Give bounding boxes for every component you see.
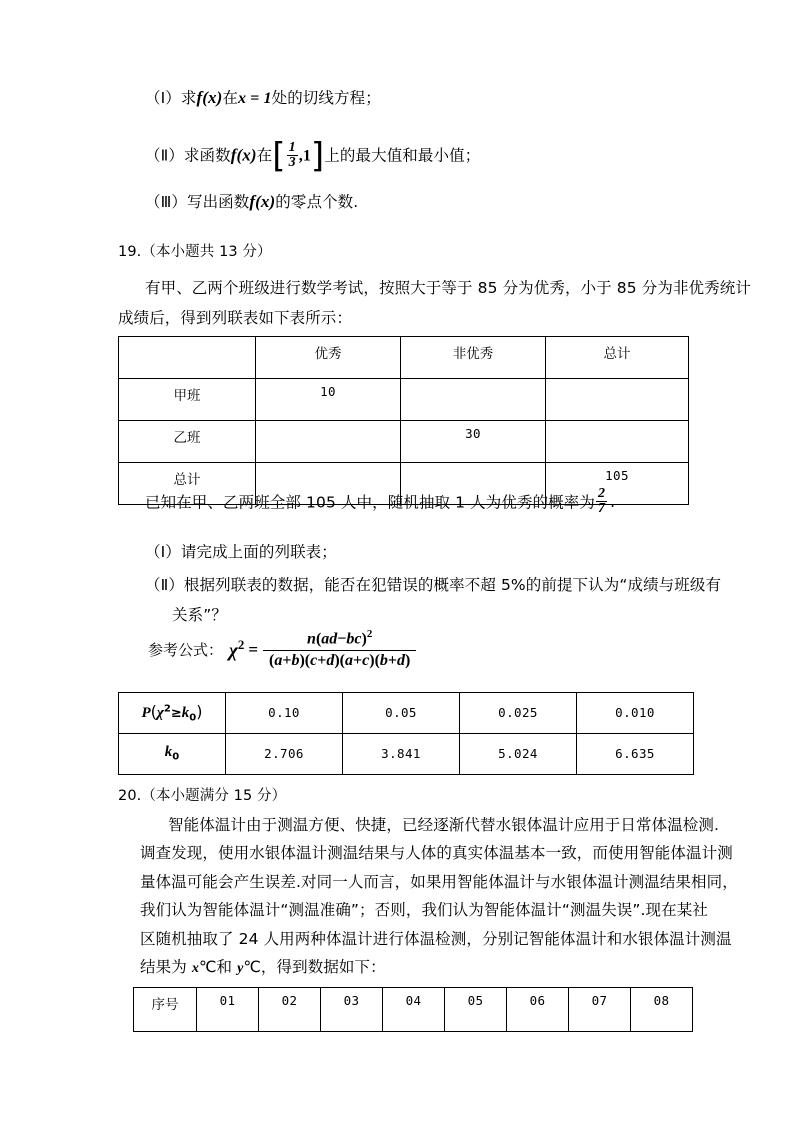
cell-serial-05: 05 (445, 988, 507, 1032)
q18-part-2 (145, 135, 481, 176)
q18-part-2-mid: 在 (256, 146, 273, 165)
formula-fraction (263, 628, 416, 671)
q18-part-2-tail: 上的最大值和最小值； (324, 146, 481, 165)
serial-number-table (133, 987, 693, 1032)
q18-part-1 (145, 89, 381, 107)
table-row (119, 734, 694, 775)
q19-part-2-line-2: 关系”？ (172, 606, 227, 624)
q19-part-2-line-1: （Ⅱ）根据列联表的数据，能否在犯错误的概率不超 5%的前提下认为“成绩与班级有 (145, 576, 722, 594)
q19-probability-prefix: 已知在甲、乙两班全部 105 人中，随机抽取 1 人为优秀的概率为 (145, 493, 595, 512)
cell-serial-04: 04 (383, 988, 445, 1032)
q18-interval-right: ,1 (298, 147, 311, 165)
q18-interval-fraction (287, 141, 298, 171)
chi-square-reference-formula (148, 628, 416, 671)
cell-k-value-3: 6.635 (577, 734, 694, 775)
cell-k0-label: $k_0$ (119, 734, 226, 775)
contingency-table (118, 336, 689, 505)
cell-serial-02: 02 (259, 988, 321, 1032)
q20-body-line-1: 智能体温计由于测温方便、快捷，已经逐渐代替水银体温计应用于日常体温检测. (168, 816, 720, 834)
interval-denominator: 3 (288, 155, 296, 171)
cell-class-b-label: 乙班 (119, 421, 256, 463)
equals-sign: = (248, 639, 258, 659)
cell-header-total: 总计 (546, 337, 689, 379)
cell-k-value-0: 2.706 (226, 734, 343, 775)
q18-part-1-eq: x = 1 (237, 90, 272, 107)
q20-line6-prefix: 结果为 (140, 958, 192, 976)
cell-total-label: 总计 (119, 463, 256, 505)
cell-k-value-2: 5.024 (460, 734, 577, 775)
table-row-header (119, 337, 689, 379)
q18-part-1-tail: 处的切线方程； (271, 89, 381, 107)
q18-part-2-fx: f(x) (230, 145, 257, 165)
q20-body-line-6 (140, 960, 386, 976)
formula-label: 参考公式： (148, 641, 224, 660)
cell-serial-07: 07 (569, 988, 631, 1032)
cell-probability-2: 0.025 (460, 693, 577, 734)
cell-grand-total: 105 (546, 463, 689, 505)
q18-part-3-tail: 的零点个数. (275, 193, 359, 211)
variable-y: y (237, 961, 244, 976)
bracket-open-icon: [ (272, 135, 286, 176)
q18-part-3-fx: f(x) (249, 192, 276, 211)
interval-numerator: 1 (288, 140, 296, 155)
cell-serial-label: 序号 (134, 988, 197, 1032)
cell-class-b-excellent (256, 421, 401, 463)
q18-part-3-label: （Ⅲ）写出函数 (145, 193, 250, 211)
formula-denominator: (a+b)(c+d)(a+c)(b+d) (269, 652, 411, 670)
cell-class-a-not-excellent (401, 379, 546, 421)
q20-body-line-2: 调查发现，使用水银体温计测温结果与人体的真实体温基本一致，而使用智能体温计测 (140, 844, 733, 862)
q18-part-1-label: （Ⅰ）求 (145, 89, 197, 107)
cell-probability-1: 0.05 (343, 693, 460, 734)
formula-numerator: $n(ad-bc)^2$ (263, 628, 416, 651)
cell-header-excellent: 优秀 (256, 337, 401, 379)
q19-probability-suffix: . (610, 493, 616, 512)
critical-value-table (118, 692, 694, 775)
cell-serial-01: 01 (197, 988, 259, 1032)
q20-line6-suffix: ℃，得到数据如下： (243, 958, 386, 976)
q19-part-1: （Ⅰ）请完成上面的列联表； (145, 543, 337, 561)
q20-body-line-4: 我们认为智能体温计“测温准确”；否则，我们认为智能体温计“测温失误”.现在某社 (140, 901, 708, 919)
cell-probability-3: 0.010 (577, 693, 694, 734)
cell-class-b-total (546, 421, 689, 463)
cell-class-b-not-excellent: 30 (401, 421, 546, 463)
cell-class-a-label: 甲班 (119, 379, 256, 421)
q18-part-1-mid: 在 (222, 89, 238, 107)
probability-numerator: 2 (597, 486, 606, 501)
probability-fraction (596, 487, 607, 517)
table-row (119, 421, 689, 463)
q19-body-line-2: 成绩后，得到列联表如下表所示： (118, 309, 353, 327)
chi-symbol: $\chi^2$ (229, 636, 245, 662)
table-row (119, 379, 689, 421)
cell-header-blank (119, 337, 256, 379)
q19-body-line-1: 有甲、乙两个班级进行数学考试，按照大于等于 85 分为优秀，小于 85 分为非优秀统计 (145, 279, 751, 297)
cell-probability-label: $P(\chi^2\ge k_0)$ (119, 693, 226, 734)
cell-header-not-excellent: 非优秀 (401, 337, 546, 379)
q18-part-1-fx: f(x) (196, 88, 223, 107)
q18-part-3 (145, 193, 358, 211)
q20-body-line-3: 量体温可能会产生误差.对同一人而言，如果用智能体温计与水银体温计测温结果相同， (140, 873, 738, 891)
cell-k-value-1: 3.841 (343, 734, 460, 775)
table-row (119, 693, 694, 734)
cell-probability-0: 0.10 (226, 693, 343, 734)
q20-line6-mid: ℃和 (198, 958, 238, 976)
variable-x: x (191, 961, 199, 976)
q20-body-line-5: 区随机抽取了 24 人用两种体温计进行体温检测，分别记智能体温计和水银体温计测温 (140, 930, 732, 948)
cell-class-a-total (546, 379, 689, 421)
q19-number: 19.（本小题共 13 分） (118, 244, 272, 260)
q20-number: 20.（本小题满分 15 分） (118, 788, 287, 804)
cell-serial-08: 08 (631, 988, 693, 1032)
q19-probability-statement (145, 486, 616, 519)
probability-denominator: 7 (597, 501, 606, 517)
cell-class-a-excellent: 10 (256, 379, 401, 421)
cell-serial-06: 06 (507, 988, 569, 1032)
q18-part-2-label: （Ⅱ）求函数 (145, 146, 231, 165)
cell-serial-03: 03 (321, 988, 383, 1032)
bracket-close-icon: ] (310, 135, 325, 176)
table-row (134, 988, 693, 1032)
